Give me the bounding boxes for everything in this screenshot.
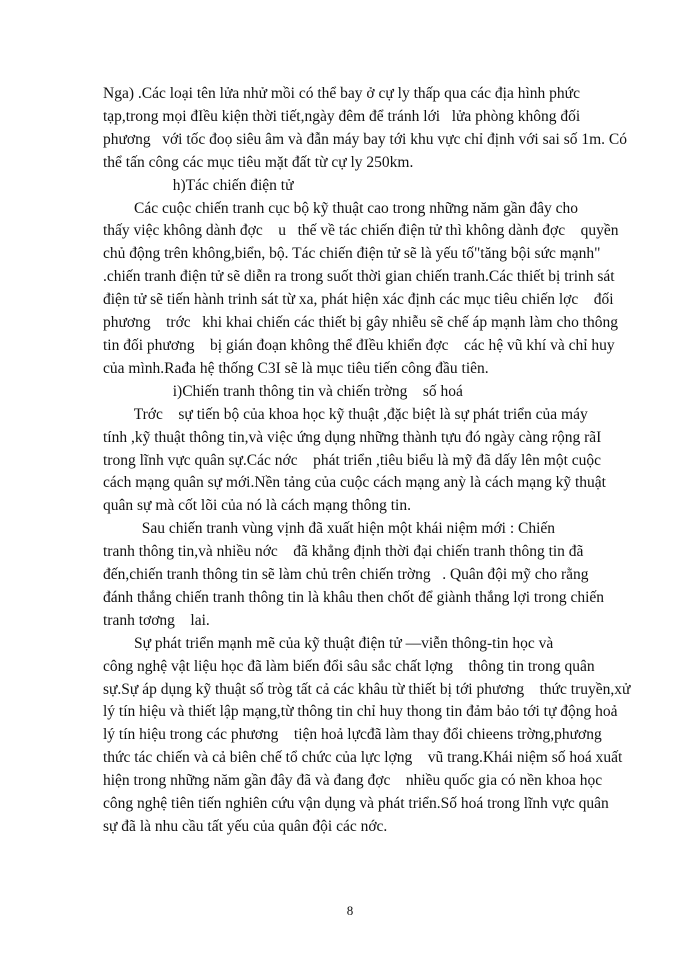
text-line: đánh thắng chiến tranh thông tin là khâu then chốt để giành thắng lợi trong chiến [103, 588, 605, 606]
text-line: điện tử sẽ tiến hành trinh sát từ xa, phát hiện xác định các mục tiêu chiến lợc đối [103, 291, 614, 309]
text-line: tin đối phương bị gián đoạn không thể đIều khiển đợc các hệ vũ khí và chỉ huy [103, 336, 615, 354]
text-line: phương trớc khi khai chiến các thiết bị gây nhiễu sẽ chế áp mạnh làm cho thông [103, 314, 619, 332]
text-line: tạp,trong mọi đIều kiện thời tiết,ngày đêm để tránh lới lửa phòng không đối [103, 107, 581, 125]
text-line: của mình.Rađa hệ thống C3I sẽ là mục tiêu tiến công đầu tiên. [103, 359, 489, 377]
text-line: tranh tơơng lai. [103, 611, 210, 629]
body-text [103, 83, 643, 839]
text-line: .chiến tranh điện tử sẽ diễn ra trong suốt thời gian chiến tranh.Các thiết bị trinh sát [103, 268, 615, 286]
text-line: công nghệ tiên tiến nghiên cứu vận dụng và phát triển.Số hoá trong lĩnh vực quân [103, 795, 609, 813]
text-line: Nga) .Các loại tên lửa nhử mồi có thể bay ở cự ly thấp qua các địa hình phức [103, 85, 580, 102]
text-line: Sự phát triển mạnh mẽ của kỹ thuật điện tử —viễn thông-tin học và [103, 634, 554, 652]
text-line: thể tấn công các mục tiêu mặt đất từ cự ly 250km. [103, 153, 414, 171]
text-line: chủ động trên không,biển, bộ. Tác chiến điện tử sẽ là yếu tố"tăng bội sức mạnh" [103, 245, 601, 263]
text-line: sự.Sự áp dụng kỹ thuật số tròg tất cả các khâu từ thiết bị tới phương thức truyền,xử [103, 680, 631, 698]
text-line: cách mạng quân sự mới.Nền tảng của cuộc cách mạng anỳ là cách mạng kỹ thuật [103, 474, 606, 492]
text-line: hiện trong những năm gần đây đã và đang đợc nhiều quốc gia có nền khoa học [103, 772, 603, 790]
section-heading: h)Tác chiến điện tử [103, 176, 294, 194]
text-line: Các cuộc chiến tranh cục bộ kỹ thuật cao trong những năm gần đây cho [103, 199, 578, 217]
text-line: tranh thông tin,và nhiều nớc đã khẳng định thời đại chiến tranh thông tin đã [103, 543, 584, 561]
text-line: quân sự mà cốt lõi của nó là cách mạng thông tin. [103, 497, 411, 515]
text-line: thức tác chiến và cả biên chế tổ chức của lực lợng vũ trang.Khái niệm số hoá xuất [103, 749, 623, 767]
text-line: công nghệ vật liệu học đã làm biến đổi sâu sắc chất lợng thông tin trong quân [103, 657, 595, 675]
text-line: Sau chiến tranh vùng vịnh đã xuất hiện một khái niệm mới : Chiến [103, 520, 556, 538]
section-heading: i)Chiến tranh thông tin và chiến trờng số hoá [103, 382, 463, 400]
text-line: Trớc sự tiến bộ của khoa học kỹ thuật ,đặc biệt là sự phát triển của máy [103, 405, 588, 423]
text-line: đến,chiến tranh thông tin sẽ làm chủ trên chiến trờng . Quân đội mỹ cho rằng [103, 566, 589, 584]
text-line: lý tín hiệu và thiết lập mạng,từ thông tin chỉ huy thong tin đảm bảo tới tự động hoả [103, 703, 618, 721]
text-line: phương với tốc đoọ siêu âm và đẫn máy bay tới khu vực chỉ định với sai số 1m. Có [103, 130, 627, 148]
page-number: 8 [346, 903, 354, 918]
text-line: thấy việc không dành đợc u thế về tác chiến điện tử thì không dành đợc quyền [103, 222, 619, 240]
text-line: tính ,kỹ thuật thông tin,và việc ứng dụng những thành tựu đó ngày càng rộng rãI [103, 428, 602, 446]
text-line: trong lĩnh vực quân sự.Các nớc phát triển ,tiêu biểu là mỹ đã dấy lên một cuộc [103, 451, 602, 469]
text-line: lý tín hiệu trong các phương tiện hoả lựcđã làm thay đổi chieens trờng,phương [103, 726, 602, 744]
text-line: sự đã là nhu cầu tất yếu của quân đội các nớc. [103, 818, 388, 835]
